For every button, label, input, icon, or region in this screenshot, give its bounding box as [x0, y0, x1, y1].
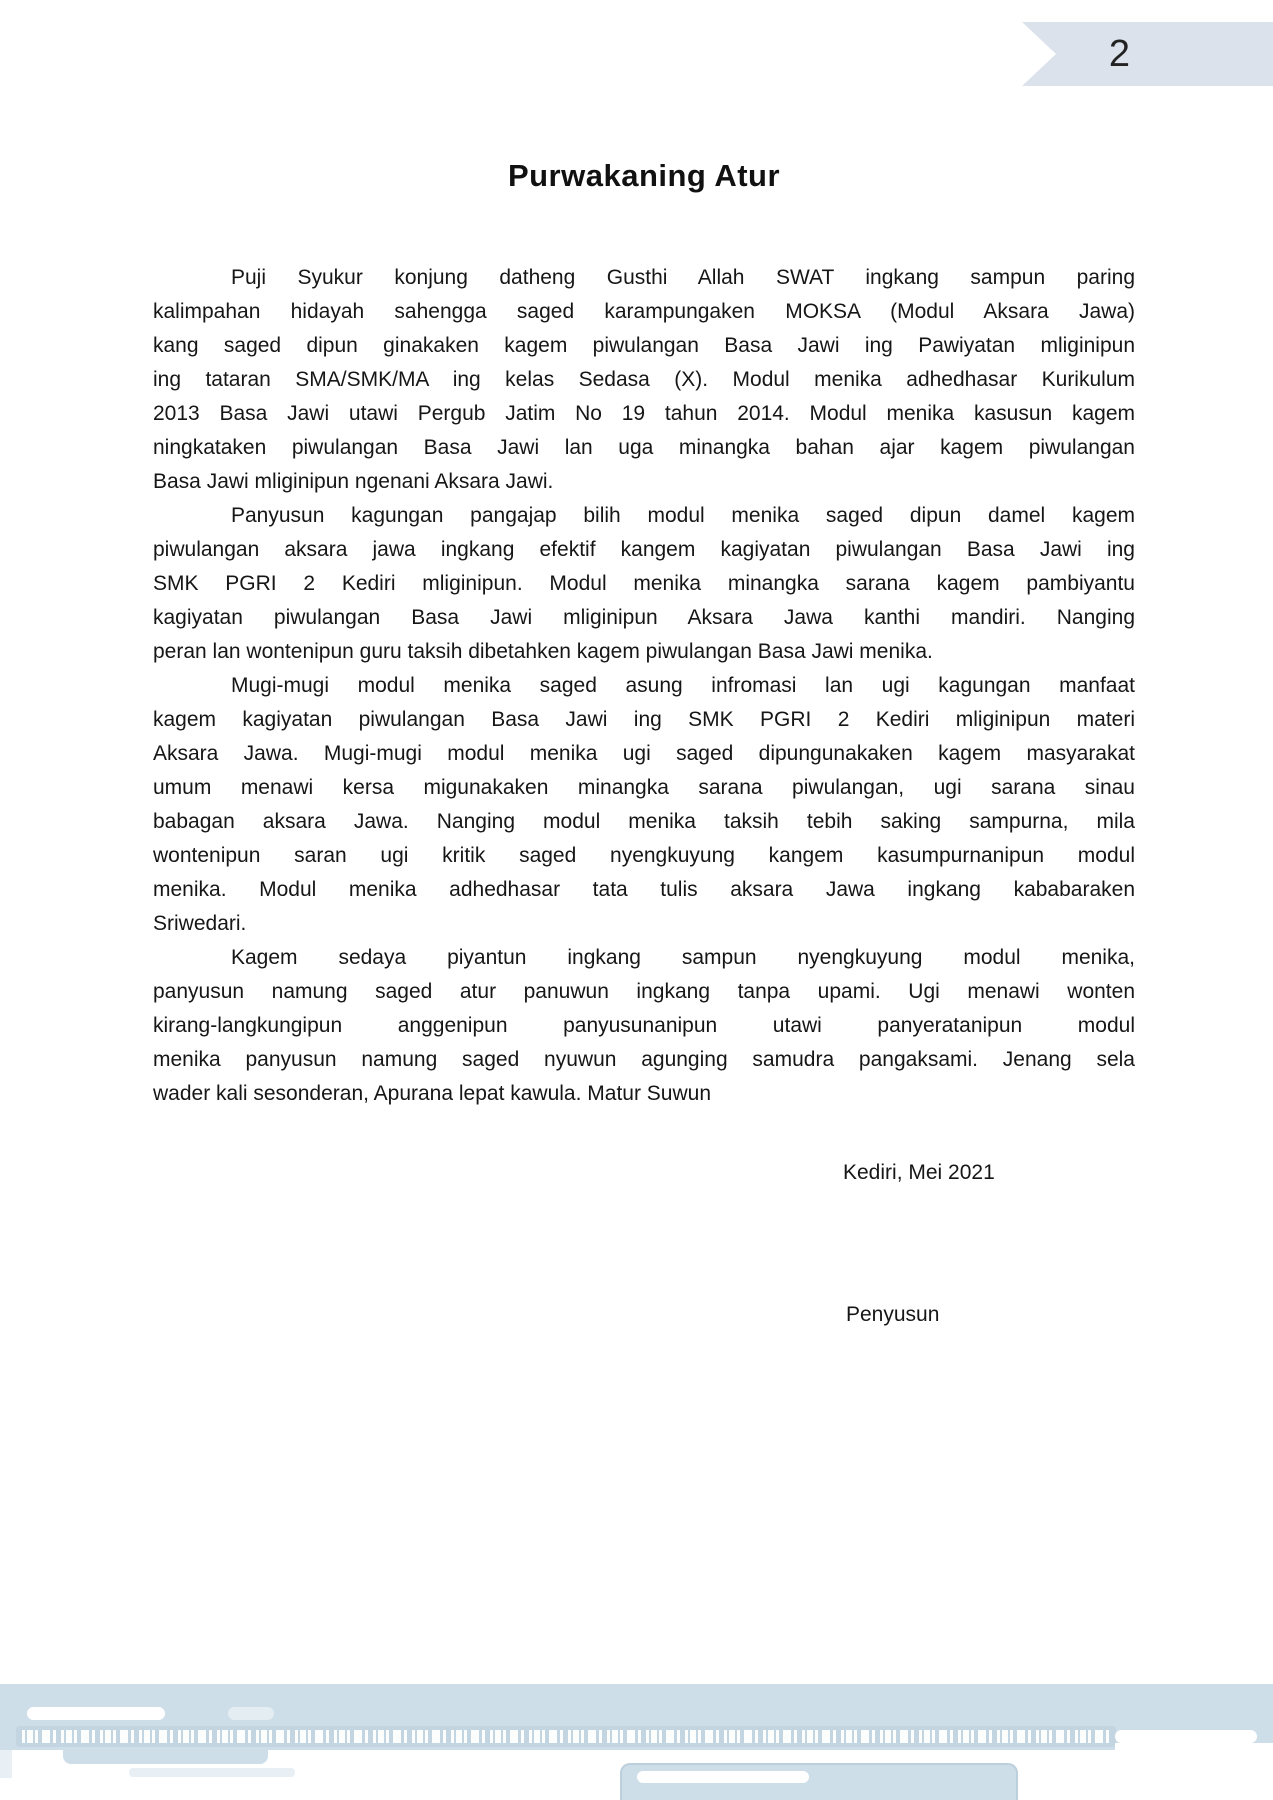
footer-cutout: [1115, 1743, 1273, 1751]
text-line: Mugi-mugi modul menika saged asung infromasi lan ugi kagungan manfaat: [231, 674, 1135, 697]
text-line: Basa Jawi mliginipun ngenani Aksara Jawi.: [153, 470, 554, 493]
text-line: kagiyatan piwulangan Basa Jawi mliginipun Aksara Jawa kanthi mandiri. Nanging: [153, 606, 1135, 629]
text-line: kalimpahan hidayah sahengga saged karampungaken MOKSA (Modul Aksara Jawa): [153, 300, 1135, 323]
text-line: piwulangan aksara jawa ingkang efektif kangem kagiyatan piwulangan Basa Jawi ing: [153, 538, 1135, 561]
text-line: ningkataken piwulangan Basa Jawi lan uga minangka bahan ajar kagem piwulangan: [153, 436, 1135, 459]
text-line: Panyusun kagungan pangajap bilih modul menika saged dipun damel kagem: [231, 504, 1135, 527]
text-line: Puji Syukur konjung datheng Gusthi Allah SWAT ingkang sampun paring: [231, 266, 1135, 289]
javanese-script-marks: [22, 1730, 1110, 1743]
paragraph: [153, 261, 1135, 499]
text-line: Aksara Jawa. Mugi-mugi modul menika ugi saged dipungunakaken kagem masyarakat: [153, 742, 1135, 765]
text-line: wontenipun saran ugi kritik saged nyengkuyung kangem kasumpurnanipun modul: [153, 844, 1135, 867]
text-line: kagem kagiyatan piwulangan Basa Jawi ing SMK PGRI 2 Kediri mliginipun materi: [153, 708, 1135, 731]
footer-pill-light: [129, 1768, 295, 1777]
footer-pill-ghost: [228, 1707, 274, 1720]
text-line: Sriwedari.: [153, 912, 247, 935]
text-line: 2013 Basa Jawi utawi Pergub Jatim No 19 tahun 2014. Modul menika kasusun kagem: [153, 402, 1135, 425]
body-text: [153, 261, 1135, 1111]
footer-corner: [0, 1750, 12, 1778]
javanese-aksara-script-icon: [16, 1726, 1116, 1747]
paragraph: [153, 941, 1135, 1111]
footer-box-pill: [637, 1771, 809, 1783]
text-line: Kagem sedaya piyantun ingkang sampun nyengkuyung modul menika,: [231, 946, 1135, 969]
text-line: umum menawi kersa migunakaken minangka sarana piwulangan, ugi sarana sinau: [153, 776, 1135, 799]
text-line: kang saged dipun ginakaken kagem piwulangan Basa Jawi ing Pawiyatan mliginipun: [153, 334, 1135, 357]
page-number-banner: [1022, 22, 1273, 86]
footer-pill-left: [27, 1707, 165, 1720]
footer-pill-right: [1115, 1730, 1257, 1743]
text-line: kirang-langkungipun anggenipun panyusunanipun utawi panyeratanipun modul: [153, 1014, 1135, 1037]
page-title: Purwakaning Atur: [507, 158, 781, 193]
text-line: wader kali sesonderan, Apurana lepat kawula. Matur Suwun: [153, 1082, 711, 1105]
date-line: Kediri, Mei 2021: [843, 1161, 995, 1184]
page-number: 2: [1108, 32, 1131, 75]
text-line: ing tataran SMA/SMK/MA ing kelas Sedasa (X). Modul menika adhedhasar Kurikulum: [153, 368, 1135, 391]
paragraph: [153, 669, 1135, 941]
chevron-right-icon: [1022, 22, 1056, 86]
text-line: SMK PGRI 2 Kediri mliginipun. Modul menika minangka sarana kagem pambiyantu: [153, 572, 1135, 595]
text-line: babagan aksara Jawa. Nanging modul menika taksih tebih saking sampurna, mila: [153, 810, 1135, 833]
text-line: peran lan wontenipun guru taksih dibetahken kagem piwulangan Basa Jawi menika.: [153, 640, 933, 663]
text-line: menika panyusun namung saged nyuwun agunging samudra pangaksami. Jenang sela: [153, 1048, 1135, 1071]
text-line: menika. Modul menika adhedhasar tata tulis aksara Jawa ingkang kababaraken: [153, 878, 1135, 901]
signature-label: Penyusun: [846, 1303, 940, 1326]
paragraph: [153, 499, 1135, 669]
text-line: panyusun namung saged atur panuwun ingkang tanpa upami. Ugi menawi wonten: [153, 980, 1135, 1003]
footer-tab: [63, 1750, 268, 1764]
